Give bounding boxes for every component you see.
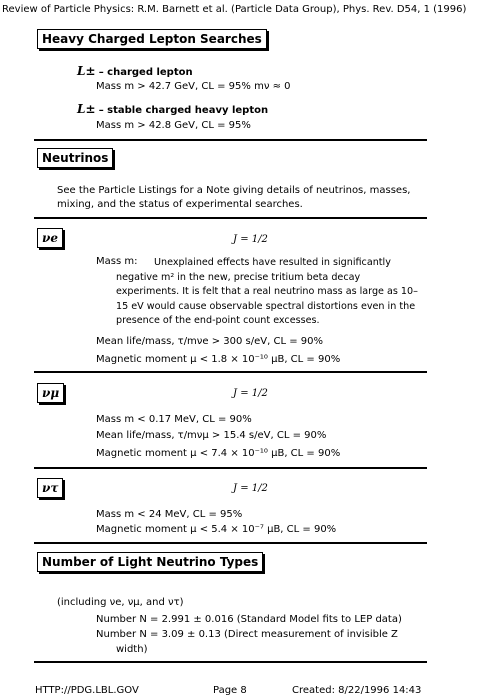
running-header: Review of Particle Physics: R.M. Barnett et al. (Particle Data Group), Phys. Rev. D54, 1 (1996)	[2, 4, 467, 15]
divider	[34, 661, 427, 663]
nu-mu-moment: Magnetic moment μ < 7.4 × 10⁻¹⁰ μB, CL = 90%	[96, 448, 341, 459]
l-stable-symbol	[77, 102, 268, 117]
nu-e-symbol-box: νe	[37, 228, 63, 248]
nu-e-mass-text: Unexplained effects have resulted in significantly negative m² in the new, precise tritium beta decay experiments. It is felt that a real neutrino mass as large as 10–15 eV would cause observable spectral distortions even in the presence of the end-point count excesses.	[116, 257, 418, 326]
footer-url[interactable]: HTTP://PDG.LBL.GOV	[35, 685, 139, 696]
divider	[34, 467, 427, 469]
nu-mu-lifetime: Mean life/mass, τ/mνμ > 15.4 s/eV, CL = 90%	[96, 430, 327, 441]
nu-e-mass-label: Mass m:	[96, 256, 138, 267]
light-neutrino-n2: Number N = 3.09 ± 0.13 (Direct measurement of invisible Z	[96, 629, 398, 640]
light-neutrino-n1: Number N = 2.991 ± 0.016 (Standard Model fits to LEP data)	[96, 614, 402, 625]
nu-tau-spin	[233, 483, 268, 495]
l-charged-label: – charged lepton	[98, 67, 193, 78]
light-neutrino-including: (including νe, νμ, and ντ)	[57, 597, 184, 608]
nu-mu-spin-text: J = 1/2	[233, 388, 268, 399]
nu-tau-spin-text: J = 1/2	[233, 483, 268, 494]
l-stable-label: – stable charged heavy lepton	[98, 105, 269, 116]
nu-mu-spin	[233, 388, 268, 400]
nu-e-spin-text: J = 1/2	[233, 234, 268, 245]
section-title-neutrinos: Neutrinos	[37, 148, 113, 168]
divider	[34, 139, 427, 141]
divider	[34, 542, 427, 544]
l-stable-symbol-text: L±	[77, 102, 96, 116]
light-neutrino-n2-cont: width)	[116, 644, 148, 655]
section-title-heavy-lepton: Heavy Charged Lepton Searches	[37, 29, 267, 49]
l-stable-mass: Mass m > 42.8 GeV, CL = 95%	[96, 120, 251, 131]
nu-mu-mass: Mass m < 0.17 MeV, CL = 90%	[96, 414, 252, 425]
nu-tau-symbol-box: ντ	[37, 478, 63, 498]
neutrinos-intro: See the Particle Listings for a Note giving details of neutrinos, masses, mixing, and the status of experimental searches.	[57, 185, 411, 210]
l-charged-symbol	[77, 64, 193, 79]
nu-tau-mass: Mass m < 24 MeV, CL = 95%	[96, 509, 243, 520]
divider	[34, 217, 427, 219]
nu-e-lifetime: Mean life/mass, τ/mνe > 300 s/eV, CL = 90%	[96, 336, 323, 347]
nu-e-spin	[233, 234, 268, 246]
nu-tau-moment: Magnetic moment μ < 5.4 × 10⁻⁷ μB, CL = 90%	[96, 524, 337, 535]
footer-created: Created: 8/22/1996 14:43	[292, 685, 422, 696]
nu-mu-symbol-box: νμ	[37, 383, 64, 403]
l-charged-symbol-text: L±	[77, 64, 96, 78]
footer-page: Page 8	[213, 685, 247, 696]
divider	[34, 371, 427, 373]
section-title-light-neutrino: Number of Light Neutrino Types	[37, 552, 263, 572]
nu-e-moment: Magnetic moment μ < 1.8 × 10⁻¹⁰ μB, CL = 90%	[96, 354, 341, 365]
l-charged-mass: Mass m > 42.7 GeV, CL = 95% mν ≈ 0	[96, 81, 291, 92]
